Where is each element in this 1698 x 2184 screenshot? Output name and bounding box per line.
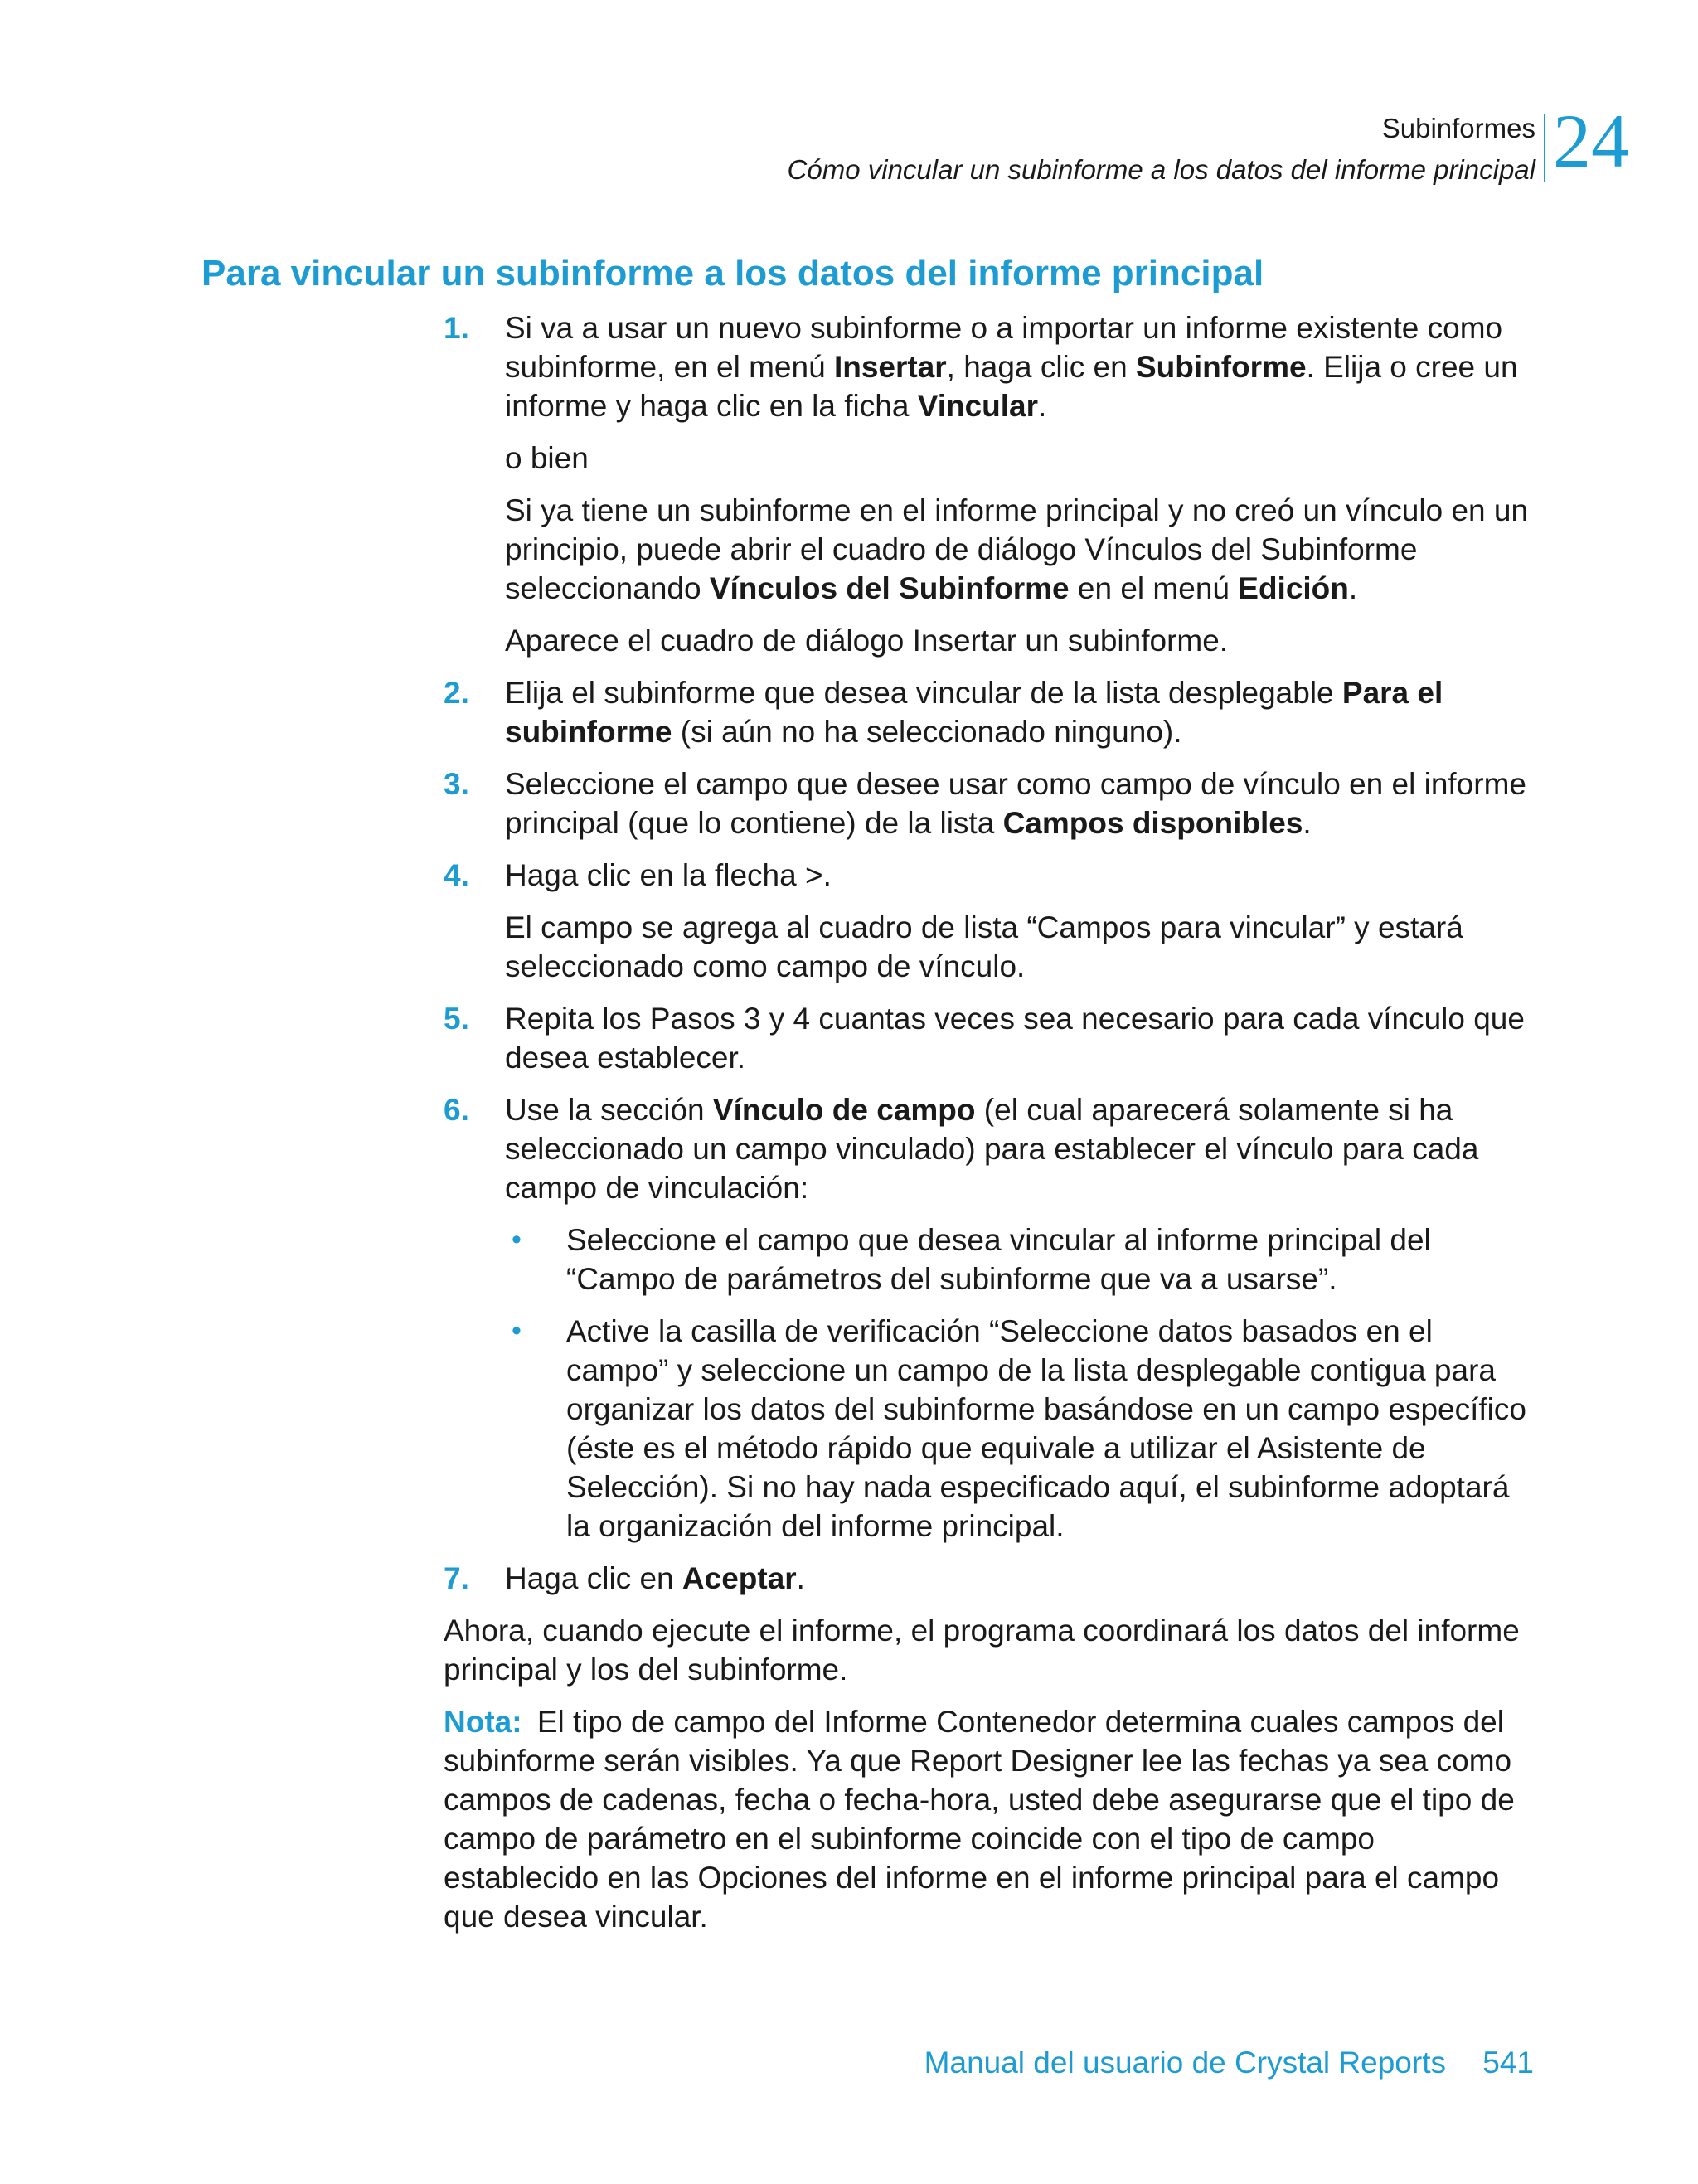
text-run: . [1348,571,1358,605]
text-run: El campo se agrega al cuadro de lista “Campos para vincular” y estará seleccionado como campo de vínculo. [505,910,1463,983]
step-paragraph [505,439,1538,478]
step-paragraph [505,621,1538,660]
step-paragraph [505,999,1538,1077]
bold-term: Insertar [833,350,947,384]
step-number: 5. [444,1002,469,1036]
step-item [444,999,1538,1077]
text-run: Use la sección [505,1093,713,1127]
running-header [788,108,1535,191]
text-run: (el cual aparecerá solamente si ha seleccionado un campo vinculado) para establecer el vínculo para cada campo de vinculación: [505,1093,1479,1205]
step-paragraph [505,1090,1538,1207]
text-run: Repita los Pasos 3 y 4 cuantas veces sea necesario para cada vínculo que desea establecer. [505,1002,1525,1075]
text-run: , haga clic en [946,350,1136,384]
chapter-divider [1544,114,1545,182]
step-paragraph [505,908,1538,986]
step-paragraph [505,308,1538,425]
step-item [444,856,1538,986]
step-number: 2. [444,676,469,710]
text-run: . [796,1561,805,1595]
text-run: (si aún no ha seleccionado ninguno). [672,715,1182,749]
note [444,1702,1538,1936]
closing-paragraph: Ahora, cuando ejecute el informe, el programa coordinará los datos del informe principal y los del subinforme. [444,1614,1520,1687]
text-run: . Elija o cree un informe y haga clic en la ficha [505,350,1518,423]
step-paragraph [505,1559,1538,1598]
text-run: Elija el subinforme que desea vincular de la lista desplegable [505,676,1342,710]
chapter-number: 24 [1553,99,1629,183]
bold-term: Vincular [917,389,1039,423]
text-run: Aparece el cuadro de diálogo Insertar un subinforme. [505,624,1229,658]
step-item [444,1090,1538,1546]
step-number: 1. [444,311,469,345]
manual-title: Manual del usuario de Crystal Reports [924,2046,1446,2080]
bullet-text: Seleccione el campo que desea vincular al informe principal del “Campo de parámetros del subinforme que va a usarse”. [566,1223,1431,1296]
text-run: Si va a usar un nuevo subinforme o a importar un informe existente como subinforme, en el menú [505,311,1503,384]
step-paragraph [505,856,1538,895]
main-content [444,308,1538,1949]
bold-term: Aceptar [682,1561,797,1595]
step-paragraph [505,491,1538,608]
step-paragraph [505,764,1538,842]
text-run: Si ya tiene un subinforme en el informe principal y no creó un vínculo en un principio, puede abrir el cuadro de diálogo Vínculos del Subinforme seleccionando [505,493,1529,605]
text-run: Haga clic en la flecha >. [505,858,832,892]
chapter-title: Subinformes [1381,113,1535,143]
text-run: Haga clic en [505,1561,682,1595]
step-number: 6. [444,1093,469,1127]
step-item [444,1559,1538,1598]
note-text: El tipo de campo del Informe Contenedor determina cuales campos del subinforme serán visibles. Ya que Report Designer lee las fechas ya sea como campos de cadenas, fecha o fecha-hora, usted debe asegurarse que el tipo de campo de parámetro en el subinforme coincide con el tipo de campo establecido en las Opciones del informe en el informe principal para el campo que desea vincular. [444,1705,1515,1934]
page-footer [924,2042,1534,2084]
bold-term: Para el subinforme [505,676,1443,749]
step-paragraph [505,673,1538,751]
text-run: o bien [505,441,589,475]
text-run: . [1303,806,1312,840]
step-item [444,673,1538,751]
page-number: 541 [1482,2046,1534,2080]
text-run: en el menú [1069,571,1239,605]
bold-term: Vínculos del Subinforme [709,571,1070,605]
page-title: Para vincular un subinforme a los datos del informe principal [201,253,1264,294]
bold-term: Vínculo de campo [712,1093,976,1127]
text-run: Seleccione el campo que desee usar como campo de vínculo en el informe principal (que lo contiene) de la lista [505,767,1526,840]
bullet-list [505,1221,1538,1546]
note-label: Nota: [444,1705,522,1739]
step-number: 7. [444,1561,469,1595]
bullet-item [505,1221,1538,1298]
bullet-text: Active la casilla de verificación “Seleccione datos basados en el campo” y seleccione un campo de la lista desplegable contigua para organizar los datos del subinforme basándose en un campo específico (éste es el método rápido que equivale a utilizar el Asistente de Selección). Si no hay nada especificado aquí, el subinforme adoptará la organización del informe principal. [566,1314,1526,1543]
steps-list [444,308,1538,1598]
section-subtitle: Cómo vincular un subinforme a los datos del informe principal [787,154,1535,185]
step-item [444,764,1538,842]
step-number: 4. [444,858,469,892]
text-run: . [1038,389,1047,423]
bold-term: Edición [1238,571,1349,605]
step-number: 3. [444,767,469,801]
bullet-icon: • [512,1224,522,1255]
bold-term: Subinforme [1135,350,1307,384]
bullet-icon: • [512,1315,522,1347]
step-item [444,308,1538,660]
bold-term: Campos disponibles [1002,806,1303,840]
bullet-item [505,1312,1538,1546]
